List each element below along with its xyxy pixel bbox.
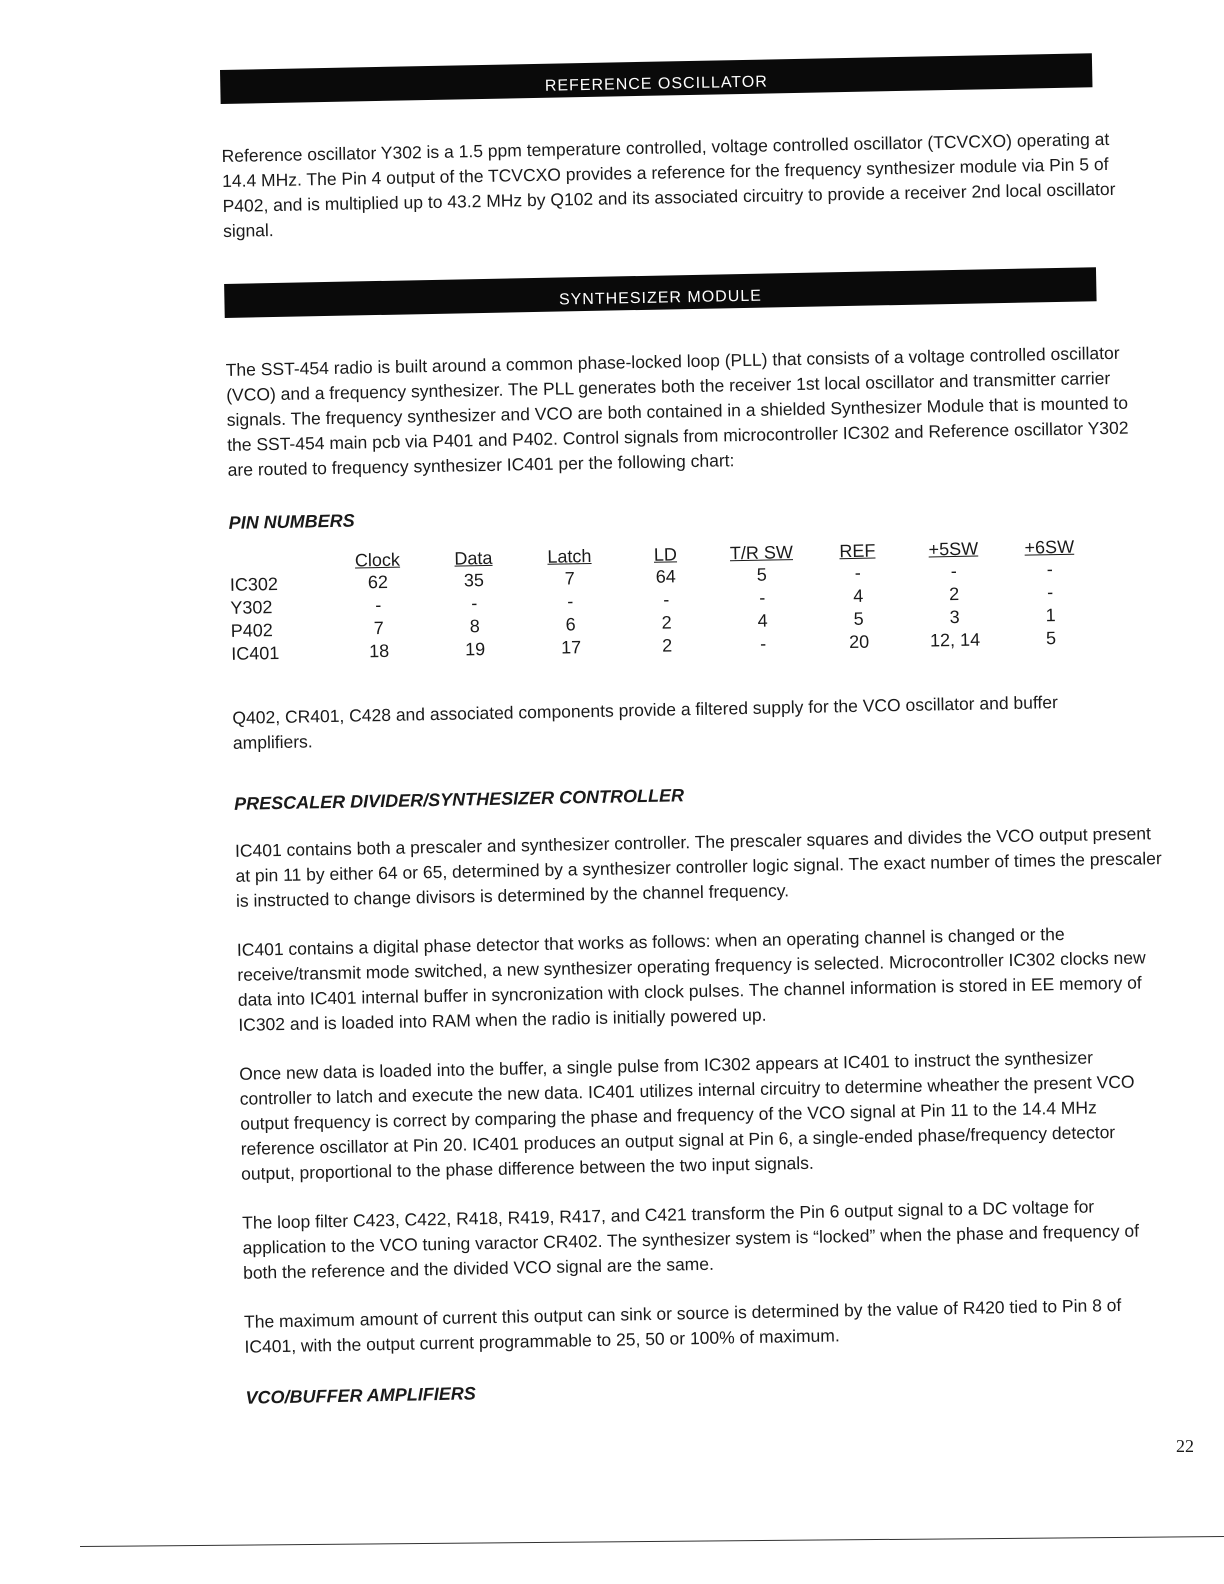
- table-cell: -: [759, 633, 767, 654]
- table-cell: 62: [367, 571, 389, 593]
- section-header-reference-oscillator: [220, 53, 1092, 104]
- page-number: 22: [1176, 1436, 1194, 1456]
- row-label: IC401: [231, 642, 280, 664]
- table-cell: 2: [948, 583, 960, 605]
- phase-detector-paragraph: IC401 contains a digital phase detector that works as follows: when an operating channel is changed or the receive/transmit mode switched, a new synthesizer operating frequency is selected. Microcontroller IC302 clocks new data into IC401 internal buffer in syncronization with clock pulses. The channel information is stored in EE memory of IC302 and is loaded into RAM when the radio is initially powered up.: [236, 923, 1146, 1035]
- vco-buffer-heading: VCO/BUFFER AMPLIFIERS: [245, 1383, 476, 1408]
- table-cell: -: [759, 587, 766, 608]
- table-cell: 2: [661, 635, 673, 656]
- table-cell: -: [950, 560, 957, 582]
- table-cell: 5: [756, 564, 767, 585]
- table-cell: -: [471, 593, 478, 614]
- column-header: T/R SW: [729, 542, 794, 564]
- table-cell: -: [1046, 582, 1054, 603]
- table-cell: 8: [469, 616, 480, 637]
- table-corner: [229, 538, 330, 574]
- table-cell: 7: [373, 617, 384, 639]
- section-header-synthesizer-module: [224, 267, 1096, 318]
- table-cell: 5: [1045, 628, 1057, 649]
- table-cell: -: [375, 595, 382, 616]
- column-header: +5SW: [928, 538, 979, 560]
- table-cell: 3: [949, 606, 960, 628]
- row-label: Y302: [230, 597, 273, 618]
- table-cell: 4: [853, 585, 864, 606]
- table-cell: -: [854, 562, 861, 583]
- table-cell: 4: [757, 610, 768, 631]
- table-cell: 20: [848, 631, 870, 653]
- table-cell: 18: [368, 640, 390, 662]
- table-cell: 12, 14: [929, 629, 981, 651]
- section-title: SYNTHESIZER MODULE: [558, 287, 763, 309]
- bottom-rule: [80, 1536, 1224, 1547]
- prescaler-heading: PRESCALER DIVIDER/SYNTHESIZER CONTROLLER: [233, 785, 685, 814]
- section-title: REFERENCE OSCILLATOR: [544, 73, 768, 95]
- page-content: [220, 52, 1206, 1409]
- q402-paragraph: Q402, CR401, C428 and associated components provide a filtered supply for the VCO oscillator and buffer amplifiers.: [232, 692, 1059, 753]
- table-cell: -: [567, 591, 574, 612]
- column-header: Data: [454, 547, 493, 569]
- pin-numbers-table: [229, 523, 1099, 666]
- column-header: +6SW: [1024, 536, 1075, 558]
- table-cell: 17: [560, 637, 582, 658]
- table-cell: -: [1046, 559, 1053, 580]
- table-cell: -: [663, 589, 670, 610]
- row-label: IC302: [229, 573, 279, 595]
- table-cell: 64: [655, 566, 677, 587]
- pin-numbers-heading: PIN NUMBERS: [228, 510, 355, 533]
- row-label: P402: [230, 620, 274, 641]
- loop-filter-paragraph: The loop filter C423, C422, R418, R419, R417, and C421 transform the Pin 6 output signal to a DC voltage for application to the VCO tuning varactor CR402. The synthesizer system is “locked” when the phase and frequency of both the reference and the divided VCO signal are the same.: [241, 1196, 1140, 1283]
- reference-oscillator-paragraph: Reference oscillator Y302 is a 1.5 ppm temperature controlled, voltage controlled oscillator (TCVCXO) operating at 14.4 MHz. The Pin 4 output of the TCVCXO provides a reference for the frequency synthesizer module via Pin 5 of P402, and is multiplied up to 43.2 MHz by Q102 and its associated circuitry to provide a receiver 2nd local oscillator signal.: [221, 128, 1116, 241]
- latch-paragraph: Once new data is loaded into the buffer, a single pulse from IC302 appears at IC401 to instruct the synthesizer controller to latch and execute the new data. IC401 utilizes internal circuitry to determine wheather the present VCO output frequency is correct by comparing the phase and frequency of the VCO signal at Pin 11 to the 14.4 MHz reference oscillator at Pin 20. IC401 produces an output signal at Pin 6, a single-ended phase/frequency detector output, proportional to the phase difference between the two input signals.: [239, 1047, 1135, 1184]
- column-header: Latch: [547, 545, 592, 567]
- prescaler-paragraph: IC401 contains both a prescaler and synthesizer controller. The prescaler squares and divides the VCO output present at pin 11 by either 64 or 65, determined by a synthesizer controller logic signal. The exact number of times the prescaler is instructed to change divisors is determined by the channel frequency.: [234, 823, 1162, 911]
- output-current-paragraph: The maximum amount of current this output can sink or source is determined by the value of R420 tied to Pin 8 of IC401, with the output current programmable to 25, 50 or 100% of maximum.: [243, 1294, 1122, 1357]
- column-header: REF: [839, 540, 876, 562]
- table-cell: 6: [565, 614, 576, 635]
- column-header: Clock: [354, 549, 401, 571]
- table-cell: 19: [464, 639, 486, 660]
- column-header: LD: [653, 544, 678, 565]
- table-cell: 7: [564, 568, 576, 589]
- table-cell: 1: [1045, 605, 1056, 626]
- table-cell: 35: [463, 570, 485, 591]
- synthesizer-module-paragraph: The SST-454 radio is built around a common phase-locked loop (PLL) that consists of a voltage controlled oscillator (VCO) and a frequency synthesizer. The PLL generates both the receiver 1st local oscillator and transmitter carrier signals. The frequency synthesizer and VCO are both contained in a shielded Synthesizer Module that is mounted to the SST-454 main pcb via P401 and P402. Control signals from microcontroller IC302 and Reference oscillator Y302 are routed to frequency synthesizer IC401 per the following chart:: [225, 342, 1129, 480]
- table-cell: 2: [661, 612, 672, 633]
- table-cell: 5: [853, 608, 864, 629]
